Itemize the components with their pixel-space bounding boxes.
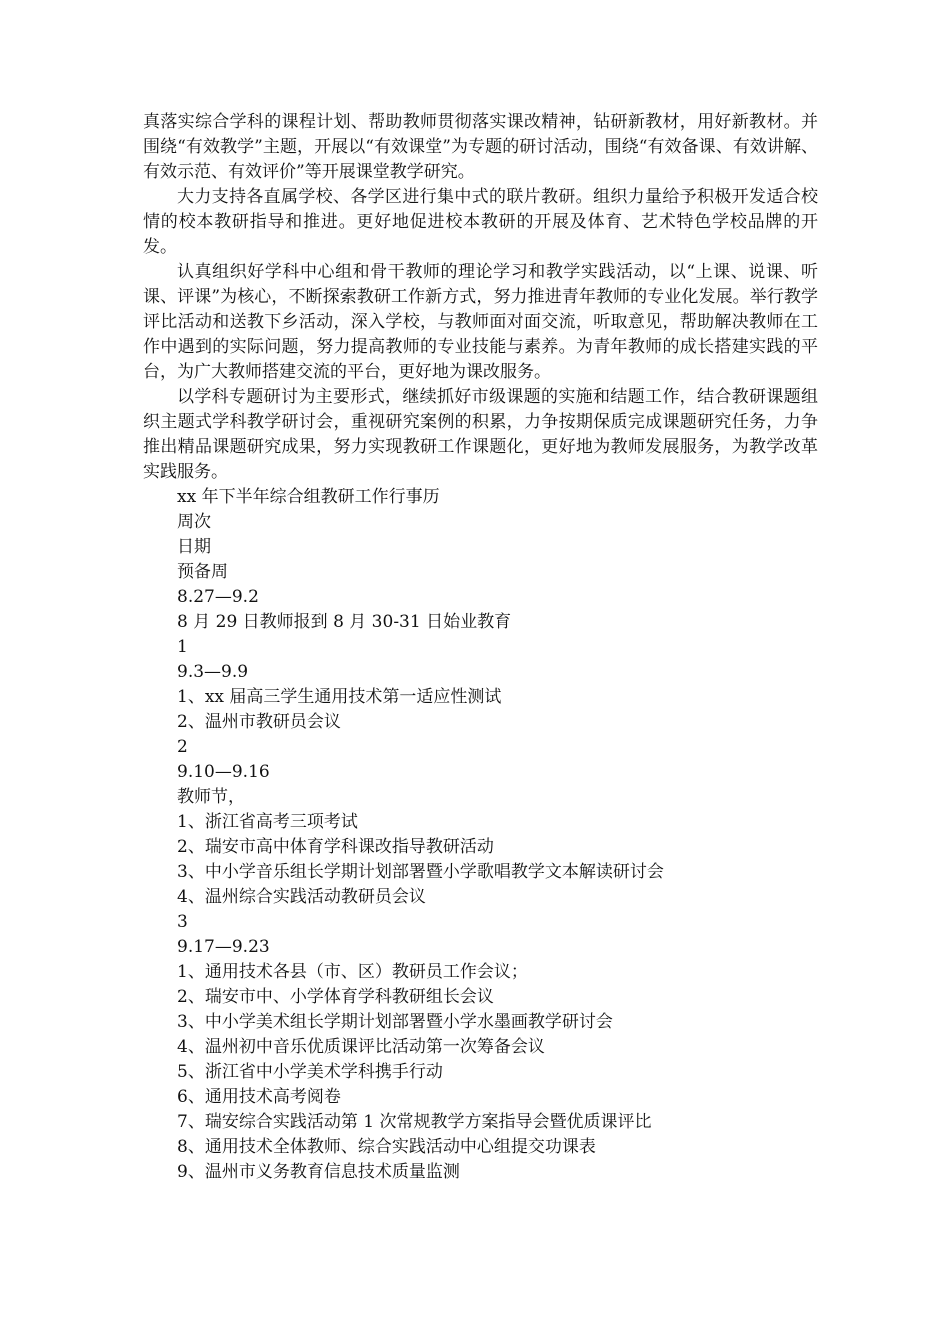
event-item: 3、中小学美术组长学期计划部署暨小学水墨画教学研讨会 [177,1012,613,1032]
event-item: 教师节， [177,787,245,807]
document-page [143,110,818,1185]
paragraph-curriculum: 真落实综合学科的课程计划、帮助教师贯彻落实课改精神，钻研新教材，用好新教材。并围绕“有效教学”主题，开展以“有效课堂”为专题的研讨活动，围绕“有效备课、有效讲解、有效示范、有效评价”等开展课堂教学研究。 [143,112,818,182]
event-item: 2、温州市教研员会议 [177,712,341,732]
event-item: 4、温州初中音乐优质课评比活动第一次筹备会议 [177,1037,545,1057]
event-item: 7、瑞安综合实践活动第 1 次常规教学方案指导会暨优质课评比 [177,1112,652,1132]
paragraph-teacher-development: 认真组织好学科中心组和骨干教师的理论学习和教学实践活动，以“上课、说课、听课、评课”为核心，不断探索教研工作新方式，努力推进青年教师的专业化发展。举行教学评比活动和送教下乡活动，深入学校，与教师面对面交流，听取意见，帮助解决教师在工作中遇到的实际问题，努力提高教师的专业技能与素养。为青年教师的成长搭建实践的平台，为广大教师搭建交流的平台，更好地为课改服务。 [143,262,818,382]
event-item: 1、浙江省高考三项考试 [177,812,358,832]
event-item: 2、瑞安市高中体育学科课改指导教研活动 [177,837,494,857]
date-range: 9.10—9.16 [177,762,270,782]
date-range: 9.3—9.9 [177,662,249,682]
event-item: 1、通用技术各县（市、区）教研员工作会议； [177,962,528,982]
paragraph-joint-research: 大力支持各直属学校、各学区进行集中式的联片教研。组织力量给予积极开发适合校情的校本教研指导和推进。更好地促进校本教研的开展及体育、艺术特色学校品牌的开发。 [143,187,818,257]
header-week: 周次 [177,512,211,532]
event-item: 4、温州综合实践活动教研员会议 [177,887,426,907]
event-item: 8 月 29 日教师报到 8 月 30-31 日始业教育 [177,612,512,632]
event-item: 1、xx 届高三学生通用技术第一适应性测试 [177,687,502,707]
calendar-list [143,485,818,1185]
calendar-title: xx 年下半年综合组教研工作行事历 [177,487,440,507]
week-label: 3 [177,912,188,932]
date-range: 9.17—9.23 [177,937,270,957]
week-label: 预备周 [177,562,228,582]
date-range: 8.27—9.2 [177,587,259,607]
week-label: 1 [177,637,188,657]
week-label: 2 [177,737,188,757]
event-item: 3、中小学音乐组长学期计划部署暨小学歌唱教学文本解读研讨会 [177,862,664,882]
header-date: 日期 [177,537,211,557]
event-item: 6、通用技术高考阅卷 [177,1087,341,1107]
event-item: 5、浙江省中小学美术学科携手行动 [177,1062,443,1082]
event-item: 9、温州市义务教育信息技术质量监测 [177,1162,460,1182]
event-item: 2、瑞安市中、小学体育学科教研组长会议 [177,987,494,1007]
paragraph-project-research: 以学科专题研讨为主要形式，继续抓好市级课题的实施和结题工作，结合教研课题组织主题式学科教学研讨会，重视研究案例的积累，力争按期保质完成课题研究任务，力争推出精品课题研究成果，努力实现教研工作课题化，更好地为教师发展服务，为教学改革实践服务。 [143,387,818,482]
event-item: 8、通用技术全体教师、综合实践活动中心组提交功课表 [177,1137,596,1157]
